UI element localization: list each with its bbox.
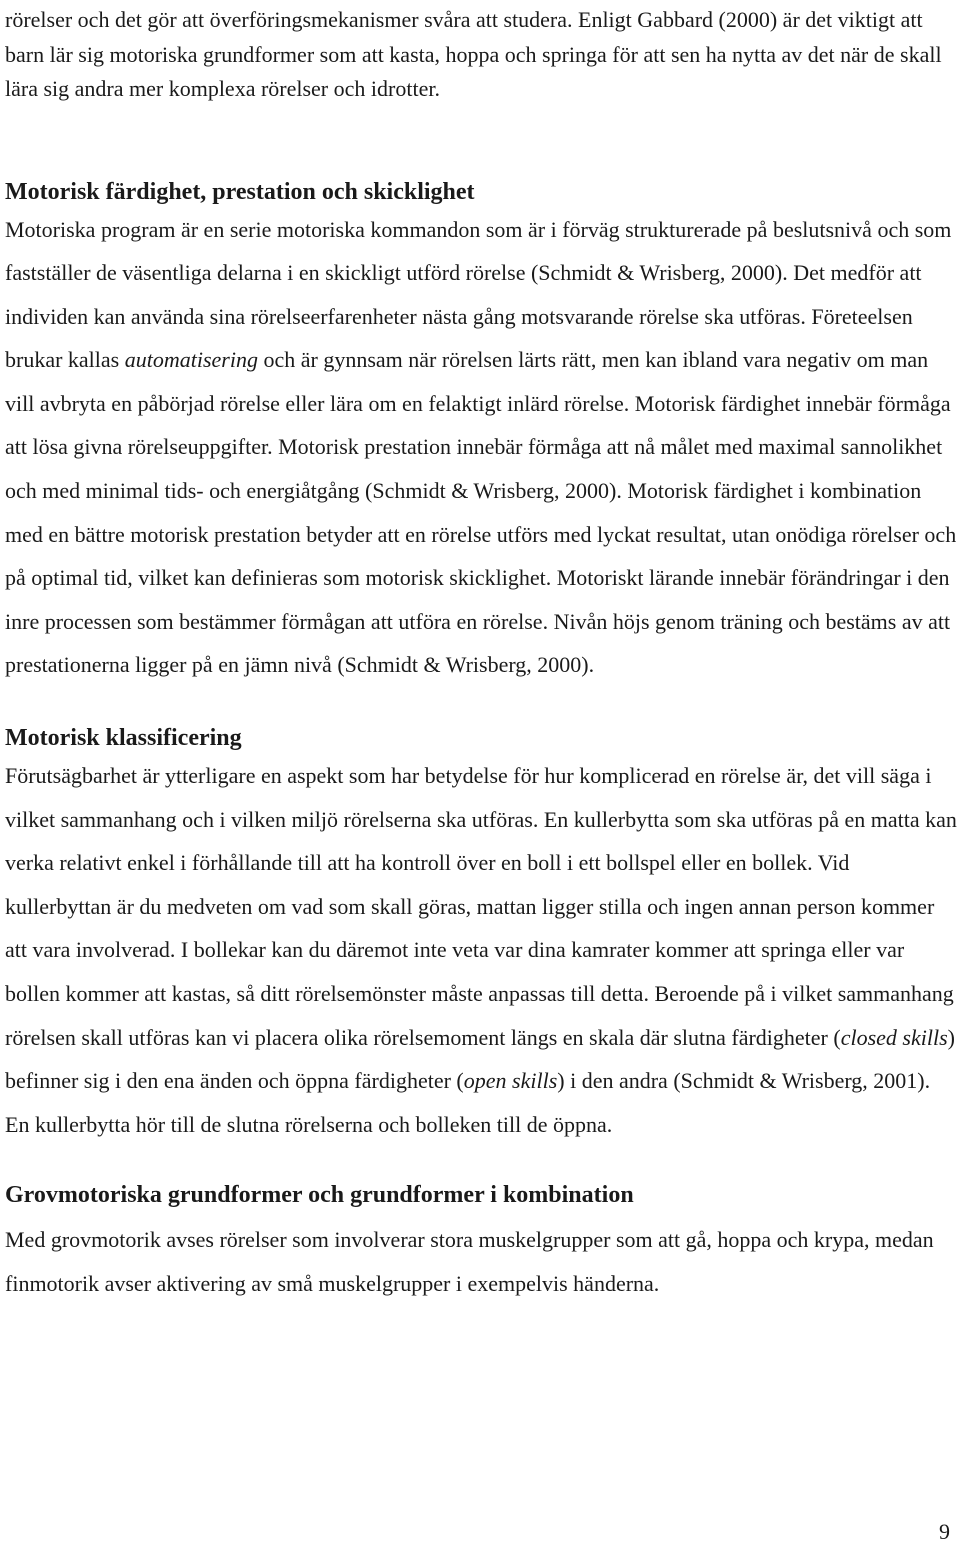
paragraph-text: och är gynnsam när rörelsen lärts rätt, men kan ibland vara negativ om man vill avbryta en påbörjad rörelse eller lära om en felaktigt inlärd rörelse. Motorisk färdighet innebär förmåga att lösa givna rörelseuppgifter. Motorisk prestation innebär förmåga att nå målet med maximal sannolikhet och med minimal tids- och energiåtgång (Schmidt & Wrisberg, 2000). Motorisk färdighet i kombination med en bättre motorisk prestation betyder att en rörelse utförs med lyckat resultat, utan onödiga rörelser och på optimal tid, vilket kan definieras som motorisk skicklighet. Motoriskt lärande innebär förändringar i den inre processen som bestämmer förmågan att utföra en rörelse. Nivån höjs genom träning och bestäms av att prestationerna ligger på en jämn nivå (Schmidt & Wrisberg, 2000).	[5, 347, 957, 678]
section-heading: Grovmotoriska grundformer och grundformer i kombination	[5, 1182, 634, 1209]
document-page	[5, 0, 957, 1306]
paragraph-text: Motoriska program är en serie motoriska kommandon som är i förväg strukturerade på beslutsnivå och som fastställer de väsentliga delarna i en skickligt utförd rörelse (Schmidt & Wrisberg, 2000). Det medför att individen kan använda sina rörelseerfarenheter nästa gång motsvarande rörelse ska utföras. Företeelsen brukar kallas	[5, 216, 952, 373]
page-number: 9	[939, 1519, 950, 1544]
paragraph-text: ) befinner sig i den ena änden och öppna färdigheter (	[5, 1024, 955, 1094]
section-motorisk-fardighet	[5, 177, 957, 688]
section-grovmotoriska-grundformer	[5, 1180, 957, 1305]
section-paragraph: Med grovmotorik avses rörelser som involverar stora muskelgrupper som att gå, hoppa och krypa, medan finmotorik avser aktivering av små muskelgrupper i exempelvis händerna.	[5, 1227, 934, 1296]
intro-paragraph: rörelser och det gör att överföringsmekanismer svåra att studera. Enligt Gabbard (2000) är det viktigt att barn lär sig motoriska grundformer som att kasta, hoppa och springa för att sen ha nytta av det när de skall lära sig andra mer komplexa rörelser och idrotter.	[5, 7, 942, 101]
section-heading: Motorisk färdighet, prestation och skicklighet	[5, 178, 475, 205]
paragraph-text: ) i den andra (Schmidt & Wrisberg, 2001). En kullerbytta hör till de slutna rörelserna och bolleken till de öppna.	[5, 1068, 931, 1137]
paragraph-text: Förutsägbarhet är ytterligare en aspekt som har betydelse för hur komplicerad en rörelse är, det vill säga i vilket sammanhang och i vilken miljö rörelserna ska utföras. En kullerbytta som ska utföras på en matta kan verka relativt enkel i förhållande till att ha kontroll över en boll i ett bollspel eller en bollek. Vid kullerbyttan är du medveten om vad som skall göras, mattan ligger stilla och ingen annan person kommer att vara involverad. I bollekar kan du däremot inte veta var dina kamrater kommer att springa eller var bollen kommer att kastas, så ditt rörelsemönster måste anpassas till detta. Beroende på i vilket sammanhang rörelsen skall utföras kan vi placera olika rörelsemoment längs en skala där slutna färdigheter (	[5, 763, 957, 1050]
section-paragraph	[5, 754, 957, 1146]
section-heading: Motorisk klassificering	[5, 725, 242, 752]
italic-term: closed skills	[840, 1024, 948, 1050]
italic-term: open skills	[463, 1068, 558, 1094]
section-paragraph	[5, 208, 957, 688]
italic-term: automatisering	[124, 347, 258, 373]
section-motorisk-klassificering	[5, 723, 957, 1146]
